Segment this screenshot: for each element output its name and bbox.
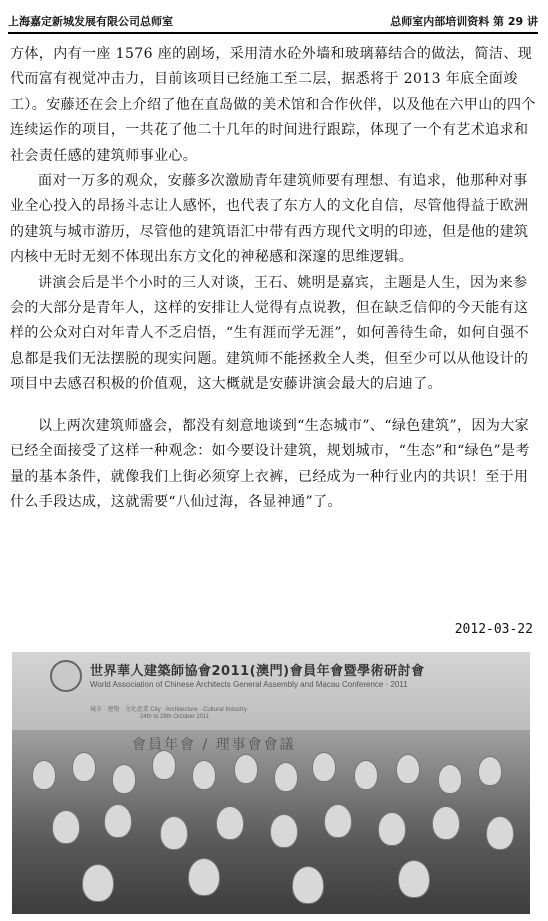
person — [478, 756, 502, 786]
banner-subtitle: 城市 · 建築 · 文化產業 City · Architecture · Cultural Industry — [90, 707, 247, 713]
conference-banner — [12, 652, 530, 730]
paragraph-4: 以上两次建筑师盛会，都没有刻意地谈到“生态城市”、“绿色建筑”，因为大家已经全面接受了这样一种观念：如今要设计建筑，规划城市，“生态”和“绿色”是考量的基本条件，就像我们上街必须穿上衣裤，已经成为一种行业内的共识！至于用什么手段达成，这就需要“八仙过海，各显神通”了。 — [10, 417, 530, 510]
person — [112, 764, 136, 794]
person — [52, 810, 80, 844]
paragraph-2: 面对一万多的观众，安藤多次激励青年建筑师要有理想、有追求，他那种对事业全心投入的昂扬斗志让人感怀，也代表了东方人的文化自信，尽管他得益于欧洲的建筑与城市游历，尽管他的建筑语汇中带有西方现代文明的印迹，但是他的建筑内核中无时无刻不体现出东方文化的神秘感和深邃的思维逻辑。 — [10, 173, 529, 266]
person — [398, 860, 430, 898]
person — [312, 752, 336, 782]
banner-english: World Association of Chinese Architects General Assembly and Macau Conference · 2011 — [90, 680, 408, 689]
person — [160, 816, 188, 850]
person — [354, 760, 378, 790]
person — [188, 858, 220, 896]
person — [270, 814, 298, 848]
association-logo-icon — [50, 660, 82, 692]
crowd — [12, 730, 530, 914]
article-body — [10, 42, 536, 515]
group-photo — [12, 652, 530, 914]
article-date: 2012-03-22 — [454, 622, 533, 637]
person — [192, 760, 216, 790]
person — [32, 760, 56, 790]
paragraph-1: 方体，内有一座 1576 座的剧场，采用清水砼外墙和玻璃幕结合的做法，简洁、现代而富有视觉冲击力，目前该项目已经施工至二层，据悉将于 2013 年底全面竣工）。安藤还在会上介绍了他在直岛做的美术馆和合作伙伴，以及他在六甲山的四个连续运作的项目，一共花了他二十几年的时间进行跟踪，体现了一个有艺术追求和社会责任感的建筑师事业心。 — [10, 46, 536, 164]
conference-board-sign: 會員年會 / 理事會會議 — [132, 737, 296, 753]
person — [216, 806, 244, 840]
header-lecture: 总师室内部培训资料 第 29 讲 — [390, 15, 538, 28]
person — [234, 754, 258, 784]
person — [396, 754, 420, 784]
person — [104, 804, 132, 838]
person — [432, 806, 460, 840]
person — [72, 752, 96, 782]
person — [486, 816, 514, 850]
person — [152, 750, 176, 780]
person — [274, 762, 298, 792]
page-header — [8, 10, 538, 34]
paragraph-3: 讲演会后是半个小时的三人对谈，王石、姚明是嘉宾，主题是人生，因为来参会的大部分是青年人，这样的安排让人觉得有点说教，但在缺乏信仰的今天能有这样的公众对白对年青人不乏启悟，“生有涯而学无涯”，如何善待生命，如何自强不息都是我们无法摆脱的现实问题。建筑师不能拯救全人类，但至少可以从他设计的项目中去感召积极的价值观，这大概就是安藤讲演会最大的启迪了。 — [10, 274, 530, 393]
person — [324, 804, 352, 838]
banner-date: 24th to 28th October 2011 — [140, 714, 210, 720]
banner-title: 世界華人建築師協會2011(澳門)會員年會暨學術研討會 — [90, 664, 425, 679]
person — [378, 812, 406, 846]
person — [82, 864, 114, 902]
person — [438, 764, 462, 794]
header-company: 上海嘉定新城发展有限公司总师室 — [8, 15, 173, 28]
person — [292, 866, 324, 904]
